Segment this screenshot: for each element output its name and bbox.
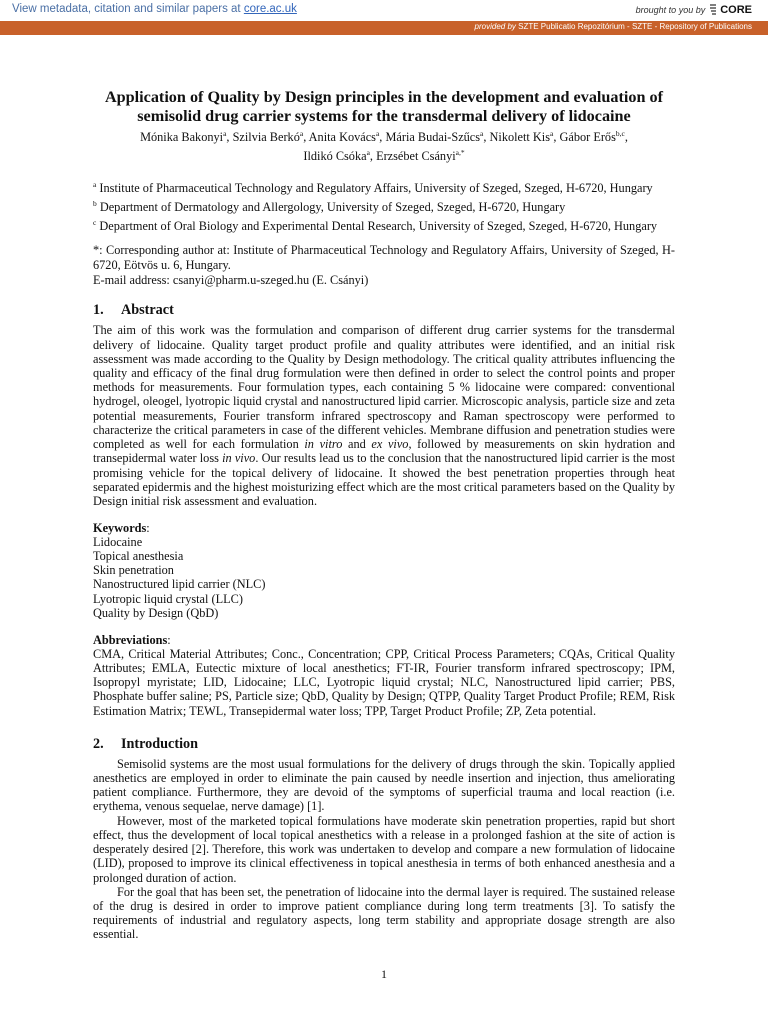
core-logo <box>709 4 752 16</box>
introduction-text <box>93 757 675 942</box>
affiliation-c: $^c$ Department of Oral Biology and Experimental Dental Research, University of Szeged, Szeged, H-6720, Hungary <box>93 218 658 234</box>
title-line-2: semisolid drug carrier systems for the transdermal delivery of lidocaine <box>137 107 631 125</box>
core-logo-icon <box>709 4 718 16</box>
keyword-item: Lidocaine <box>93 535 143 550</box>
author: Gábor Erős <box>559 130 616 145</box>
author: Mónika Bakonyi <box>140 130 224 145</box>
section-heading-abstract: 1. Abstract <box>93 302 174 319</box>
abbreviations-block: Abbreviations: CMA, Critical Material Attributes; Conc., Concentration; CPP, Critical Process Parameters; CQAs, Critical Quality Attributes; EMLA, Eutectic mixture of local anesthetics; FT-IR, Fourier transform infrared spectroscopy; IPM, Isopropyl myristate; LID, Lidocaine; LLC, Lyotropic liquid crystal; NLC, Nanostructured lipid carrier; PBS, Phosphate buffer saline; PS, Particle size; QbD, Quality by Design; QTPP, Quality Target Product Profile; REM, Risk Estimation Matrix; TEWL, Transepidermal water loss; TPP, Target Product Profile; ZP, Zeta potential. <box>93 632 675 718</box>
provider-name[interactable]: SZTE Publicatio Repozitórium - SZTE - Repository of Publications <box>518 22 752 31</box>
keyword-item: Topical anesthesia <box>93 549 184 564</box>
abbreviations-heading: Abbreviations <box>93 632 168 647</box>
affiliations <box>93 177 675 234</box>
provider-bar <box>0 21 768 35</box>
abbreviations-text: CMA, Critical Material Attributes; Conc., Concentration; CPP, Critical Process Parameters; CQAs, Critical Quality Attributes; EMLA, Eutectic mixture of local anesthetics; FT-IR, Fourier transform infrared spectroscopy; IPM, Isopropyl myristate; LID, Lidocaine; LLC, Lyotropic liquid crystal; NLC, Nanostructured lipid carrier; PBS, Phosphate buffer saline; PS, Particle size; QbD, Quality by Design; QTPP, Quality Target Product Profile; REM, Risk Estimation Matrix; TEWL, Transepidermal water loss; TPP, Target Product Profile; ZP, Zeta potential. <box>93 646 675 718</box>
title-line-1: Application of Quality by Design principles in the development and evaluation of <box>104 88 664 106</box>
corresponding-author <box>93 243 675 288</box>
paragraph: However, most of the marketed topical formulations have moderate skin penetration properties, rapid but short effect, thus the development of local topical anesthetics with a release in a prolonged fashion at the site of action is desperately desired [2]. Therefore, this work was undertaken to develop and compare a new formulation of lidocaine (LID), proposed to improve its clinical effectiveness in topical anesthesia in terms of both enhanced anesthesia and a prolonged duration of action. <box>93 813 675 885</box>
section-heading-introduction: 2. Introduction <box>93 735 198 752</box>
author: Ildikó Csóka <box>303 149 367 164</box>
keyword-item: Quality by Design (QbD) <box>93 605 219 620</box>
core-link[interactable]: core.ac.uk <box>243 3 297 15</box>
keyword-item: Skin penetration <box>93 563 174 578</box>
author: Anita Kovács <box>308 130 376 145</box>
page-number: 1 <box>381 967 387 981</box>
keyword-item: Nanostructured lipid carrier (NLC) <box>93 577 266 592</box>
affiliation-a: $^a$ Institute of Pharmaceutical Technology and Regulatory Affairs, University of Szeged, Szeged, H-6720, Hungary <box>93 180 653 196</box>
provided-by-prefix: provided by <box>474 22 516 31</box>
author: Mária Budai-Szűcs <box>385 130 481 145</box>
affiliation-b: $^b$ Department of Dermatology and Allergology, University of Szeged, Szeged, H-6720, Hungary <box>93 199 566 215</box>
core-logo-label: CORE <box>720 4 752 16</box>
paragraph: For the goal that has been set, the penetration of lidocaine into the dermal layer is required. The sustained release of the drug is desired in order to improve patient compliance during long term treatments [3]. To satisfy the requirements of industrial and regulatory aspects, long term stability and appropriate dosage strength are also essential. <box>93 884 675 942</box>
corresponding-address: *: Corresponding author at: Institute of Pharmaceutical Technology and Regulatory Affairs, University of Szeged, H-6720, Eötvös u. 6, Hungary. <box>93 243 675 273</box>
keywords-block: Keywords: Lidocaine Topical anesthesia Skin penetration Nanostructured lipid carrier (NLC) Lyotropic liquid crystal (LLC) Quality by Design (QbD) <box>93 521 675 620</box>
core-banner <box>0 0 768 22</box>
keywords-heading: Keywords <box>93 521 147 536</box>
author: Nikolett Kis <box>489 130 551 145</box>
paper-title <box>93 88 675 126</box>
paper-page <box>93 88 675 942</box>
core-metadata-text: View metadata, citation and similar papers at <box>12 3 241 15</box>
abstract-text: The aim of this work was the formulation and comparison of different drug carrier systems for the transdermal delivery of lidocaine. Quality target product profile and quality attributes were identified, and an initial risk assessment was made according to the Quality by Design methodology. The critical quality attributes influencing the quality and efficacy of the final drug formulation were then defined in order to select the control points and proper methods for measurements. Four formulation types, each containing 5 % lidocaine were compared: conventional hydrogel, oleogel, lyotropic liquid crystal and nanostructured lipid carrier. Microscopic analysis, particle size and zeta potential measurements, Fourier transform infrared spectroscopy and Raman spectroscopy were performed to characterize the critical parameters in case of the different vehicles. Membrane diffusion and penetration studies were completed as well for each formulation in vitro and ex vivo, followed by measurements on skin hydration and transepidermal water loss in vivo. Our results lead us to the conclusion that the nanostructured lipid carrier is the most promising vehicle for the topical delivery of lidocaine. It showed the best penetration properties through heat separated epidermis and the highest moisturizing effect which are the most critical parameters based on the Quality by Design initial risk assessment and evaluation. <box>93 323 675 508</box>
keyword-item: Lyotropic liquid crystal (LLC) <box>93 591 243 606</box>
author-list: Mónika Bakonyi$^a$, Szilvia Berkó$^a$, Anita Kovács$^a$, Mária Budai-Szűcs$^a$, Nikolett Kis$^a$, Gábor Erős$^{b,c}$, Ildikó Csóka$^a$, Erzsébet Csányi$^{a,*}$ <box>140 129 628 164</box>
author: Erzsébet Csányi <box>376 149 456 164</box>
core-metadata-notice <box>12 3 297 15</box>
paragraph: Semisolid systems are the most usual formulations for the delivery of drugs through the skin. Topically applied anesthetics are employed in order to eliminate the pain caused by needle insertion and injection, thus ameliorating patient compliance. Furthermore, they are devoid of the symptoms of superficial trauma and local reaction (i.e. erythema, venous sequelae, nerve damage) [1]. <box>93 756 675 814</box>
core-brand[interactable] <box>636 4 752 16</box>
brought-by-text: brought to you by <box>635 5 706 15</box>
provider-text <box>475 22 752 31</box>
corresponding-email[interactable]: E-mail address: csanyi@pharm.u-szeged.hu (E. Csányi) <box>93 273 369 288</box>
author: Szilvia Berkó <box>232 130 300 145</box>
